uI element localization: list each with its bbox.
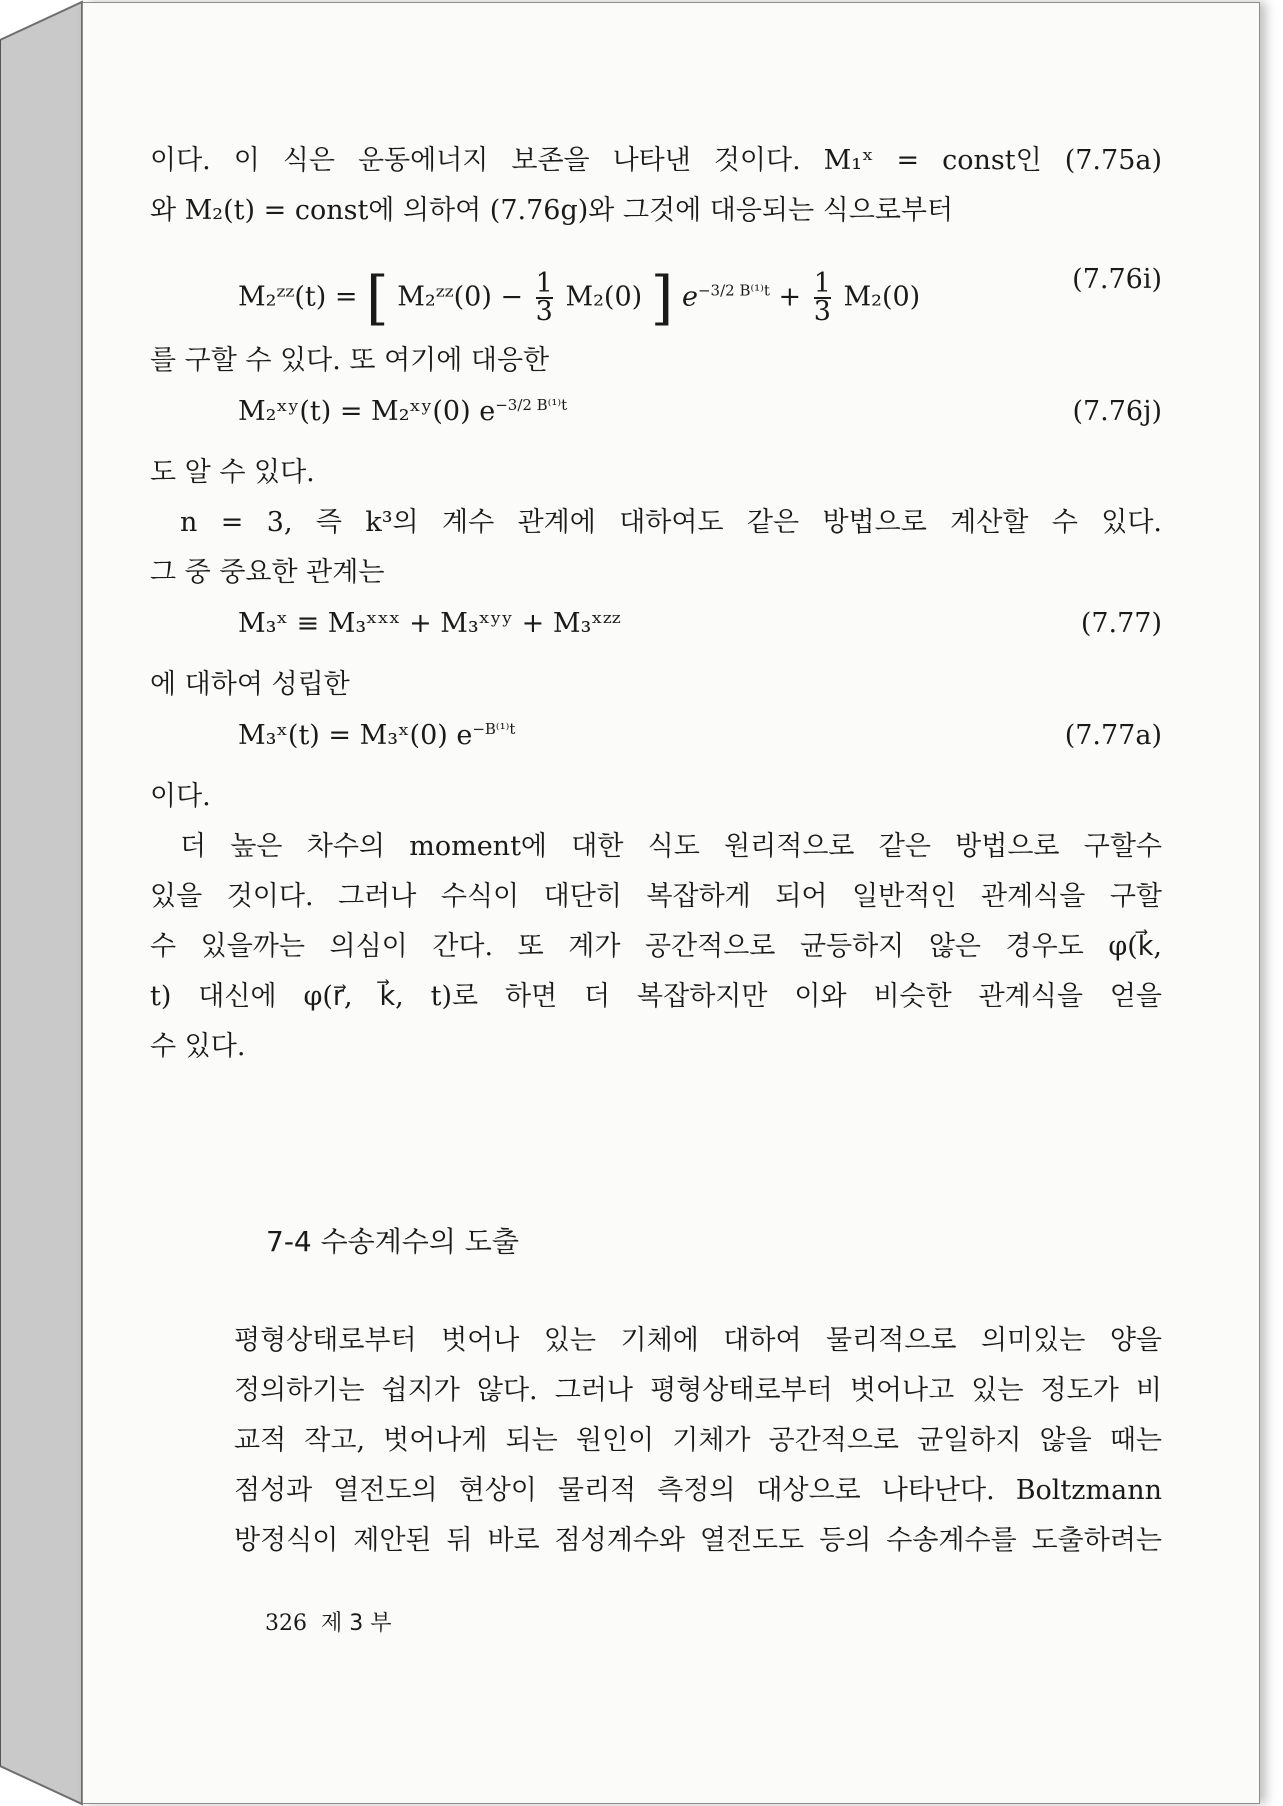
text-line: 더 높은 차수의 moment에 대한 식도 원리적으로 같은 방법으로 구할수 [180, 831, 1162, 862]
text-line: n = 3, 즉 k³의 계수 관계에 대하여도 같은 방법으로 계산할 수 있다. [180, 507, 1162, 538]
equation-7-76j [150, 386, 1162, 448]
text-line: 에 대하여 성립한 [150, 669, 350, 700]
text-line: 점성과 열전도의 현상이 물리적 측정의 대상으로 나타난다. Boltzmann [234, 1475, 1162, 1506]
equation-expression: M₃ˣ(t) = M₃ˣ(0) $e^{-B^{(1)}t}$ [238, 720, 516, 751]
text-line: 교적 작고, 벗어나게 되는 원인이 기체가 공간적으로 균일하지 않을 때는 [234, 1425, 1162, 1456]
page-footer [265, 1606, 392, 1637]
text-line: 이다. [150, 781, 211, 812]
equation-7-77 [150, 598, 1162, 660]
text-line: 있을 것이다. 그러나 수식이 대단히 복잡하게 되어 일반적인 관계식을 구할 [150, 881, 1162, 912]
section-heading: 7-4 수송계수의 도출 [266, 1225, 519, 1258]
section-body [234, 1316, 1162, 1566]
equation-expression: M₂ˣʸ(t) = M₂ˣʸ(0) $e^{-3/2 B^{(1)}t}$ [238, 396, 568, 427]
equation-expression: M₂ᶻᶻ(t) = [ M₂ᶻᶻ(0) − $\frac{1}{3}$ M₂(0) ] $e^{-3/2 B^{(1)}t}$ + $\frac{1}{3}$ M₂(0) [238, 264, 921, 332]
text-line: 와 M₂(t) = const에 의하여 (7.76g)와 그것에 대응되는 식으로부터 [150, 195, 954, 226]
fraction: $\frac{1}{3}$ [813, 268, 831, 327]
equation-7-76i [150, 236, 1162, 336]
equation-number: (7.77) [1080, 608, 1162, 639]
text-line: 수 있을까는 의심이 간다. 또 계가 공간적으로 균등하지 않은 경우도 φ(k⃗, [150, 931, 1162, 962]
equation-7-77a [150, 710, 1162, 772]
part-label: 제 3 부 [321, 1611, 392, 1636]
equation-number: (7.76j) [1072, 396, 1162, 427]
page-number: 326 [265, 1611, 307, 1636]
text-line: 정의하기는 쉽지가 않다. 그러나 평형상태로부터 벗어나고 있는 정도가 비 [234, 1375, 1162, 1406]
equation-number: (7.76i) [1072, 264, 1162, 295]
text-line: t) 대신에 φ(r⃗, k⃗, t)로 하면 더 복잡하지만 이와 비슷한 관계식을 얻을 [150, 981, 1162, 1012]
left-bracket: [ [366, 264, 389, 332]
text-line: 이다. 이 식은 운동에너지 보존을 나타낸 것이다. M₁ˣ = const인 (7.75a) [150, 145, 1162, 176]
page-body [150, 136, 1162, 1072]
equation-expression: M₃ˣ ≡ M₃ˣˣˣ + M₃ˣʸʸ + M₃ˣᶻᶻ [238, 608, 621, 639]
text-line: 를 구할 수 있다. 또 여기에 대응한 [150, 345, 550, 376]
equation-number: (7.77a) [1064, 720, 1162, 751]
right-bracket: ] [650, 264, 674, 332]
text-line: 평형상태로부터 벗어나 있는 기체에 대하여 물리적으로 의미있는 양을 [234, 1325, 1162, 1356]
text-line: 방정식이 제안된 뒤 바로 점성계수와 열전도도 등의 수송계수를 도출하려는 [234, 1525, 1162, 1556]
text-line: 도 알 수 있다. [150, 457, 315, 488]
fraction: $\frac{1}{3}$ [535, 268, 553, 327]
text-line: 수 있다. [150, 1031, 246, 1062]
text-line: 그 중 중요한 관계는 [150, 557, 385, 588]
